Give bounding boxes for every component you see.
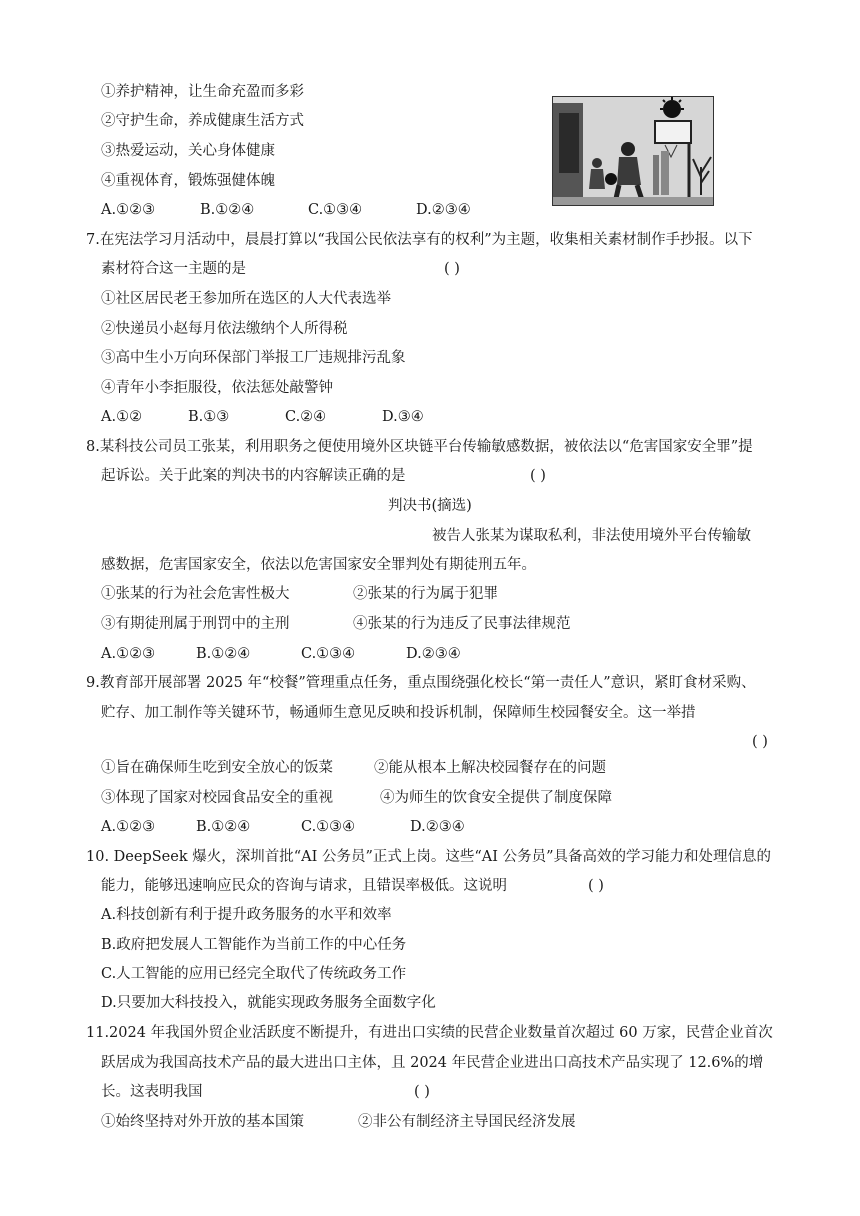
q7-item-3: ③高中生小万向环保部门举报工厂违规排污乱象 (101, 350, 406, 366)
basketball-scene-icon (553, 97, 713, 205)
q7-option-a: A.①② (101, 409, 143, 425)
q9-item-3: ③体现了国家对校园食品安全的重视 (101, 790, 333, 806)
q6-item-1: ①养护精神，让生命充盈而多彩 (101, 84, 304, 100)
q9-option-c: C.①③④ (301, 819, 356, 835)
q10-choice-c: C.人工智能的应用已经完全取代了传统政务工作 (101, 966, 407, 982)
q8-document-line-2: 感数据，危害国家安全，依法以危害国家安全罪判处有期徒刑五年。 (101, 557, 536, 573)
q6-option-a: A.①②③ (101, 202, 156, 218)
q9-stem-line-1: 9.教育部开展部署 2025 年“校餐”管理重点任务，重点围绕强化校长“第一责任人”意识，紧盯食材采购、 (86, 675, 756, 691)
q8-option-c: C.①③④ (301, 646, 356, 662)
q11-stem-line-3: 长。这表明我国 (101, 1084, 203, 1100)
q7-item-4: ④青年小李拒服役，依法惩处敲警钟 (101, 380, 333, 396)
q8-item-4: ④张某的行为违反了民事法律规范 (353, 616, 571, 632)
q8-answer-blank: ( ) (530, 468, 546, 484)
q6-item-3: ③热爱运动，关心身体健康 (101, 143, 275, 159)
q8-document-line-1: 被告人张某为谋取私利，非法使用境外平台传输敏 (432, 528, 751, 544)
q10-choice-d: D.只要加大科技投入，就能实现政务服务全面数字化 (101, 995, 436, 1011)
q9-option-d: D.②③④ (410, 819, 465, 835)
q8-item-1: ①张某的行为社会危害性极大 (101, 586, 290, 602)
q11-item-1: ①始终坚持对外开放的基本国策 (101, 1114, 304, 1130)
q9-item-4: ④为师生的饮食安全提供了制度保障 (380, 790, 612, 806)
q8-stem-line-1: 8.某科技公司员工张某，利用职务之便使用境外区块链平台传输敏感数据，被依法以“危害国家安全罪”提 (86, 439, 753, 455)
q8-item-2: ②张某的行为属于犯罪 (353, 586, 498, 602)
q9-option-a: A.①②③ (101, 819, 156, 835)
q7-item-1: ①社区居民老王参加所在选区的人大代表选举 (101, 291, 391, 307)
q11-stem-line-2: 跃居成为我国高技术产品的最大进出口主体，且 2024 年民营企业进出口高技术产品实现了 12.6%的增 (101, 1055, 764, 1071)
q7-option-b: B.①③ (188, 409, 230, 425)
q10-choice-b: B.政府把发展人工智能作为当前工作的中心任务 (101, 937, 407, 953)
basketball-illustration (552, 96, 714, 206)
q6-option-d: D.②③④ (416, 202, 471, 218)
q9-stem-line-2: 贮存、加工制作等关键环节，畅通师生意见反映和投诉机制，保障师生校园餐安全。这一举措 (101, 705, 696, 721)
q6-option-c: C.①③④ (308, 202, 363, 218)
q9-item-2: ②能从根本上解决校园餐存在的问题 (374, 760, 606, 776)
q10-stem-line-2: 能力，能够迅速响应民众的咨询与请求，且错误率极低。这说明 (101, 878, 507, 894)
q7-stem-line-1: 7.在宪法学习月活动中，晨晨打算以“我国公民依法享有的权利”为主题，收集相关素材制作手抄报。以下 (86, 232, 753, 248)
q10-choice-a: A.科技创新有利于提升政务服务的水平和效率 (101, 907, 392, 923)
q8-option-b: B.①②④ (196, 646, 251, 662)
q7-item-2: ②快递员小赵每月依法缴纳个人所得税 (101, 321, 348, 337)
q11-stem-line-1: 11.2024 年我国外贸企业活跃度不断提升，有进出口实绩的民营企业数量首次超过 60 万家，民营企业首次 (86, 1025, 773, 1041)
q8-item-3: ③有期徒刑属于刑罚中的主刑 (101, 616, 290, 632)
q9-item-1: ①旨在确保师生吃到安全放心的饭菜 (101, 760, 333, 776)
q9-answer-blank: ( ) (752, 734, 768, 750)
q6-item-2: ②守护生命，养成健康生活方式 (101, 113, 304, 129)
q6-option-b: B.①②④ (200, 202, 255, 218)
q8-option-a: A.①②③ (101, 646, 156, 662)
q7-stem-line-2: 素材符合这一主题的是 (101, 261, 246, 277)
q10-answer-blank: ( ) (588, 878, 604, 894)
q8-option-d: D.②③④ (406, 646, 461, 662)
q7-answer-blank: ( ) (444, 261, 460, 277)
q6-item-4: ④重视体育，锻炼强健体魄 (101, 173, 275, 189)
q11-item-2: ②非公有制经济主导国民经济发展 (358, 1114, 576, 1130)
q7-option-d: D.③④ (382, 409, 424, 425)
q7-option-c: C.②④ (285, 409, 327, 425)
q9-option-b: B.①②④ (196, 819, 251, 835)
q11-answer-blank: ( ) (414, 1084, 430, 1100)
q10-stem-line-1: 10. DeepSeek 爆火，深圳首批“AI 公务员”正式上岗。这些“AI 公务员”具备高效的学习能力和处理信息的 (86, 849, 771, 865)
q8-stem-line-2: 起诉讼。关于此案的判决书的内容解读正确的是 (101, 468, 406, 484)
q8-document-title: 判决书(摘选) (388, 498, 472, 514)
